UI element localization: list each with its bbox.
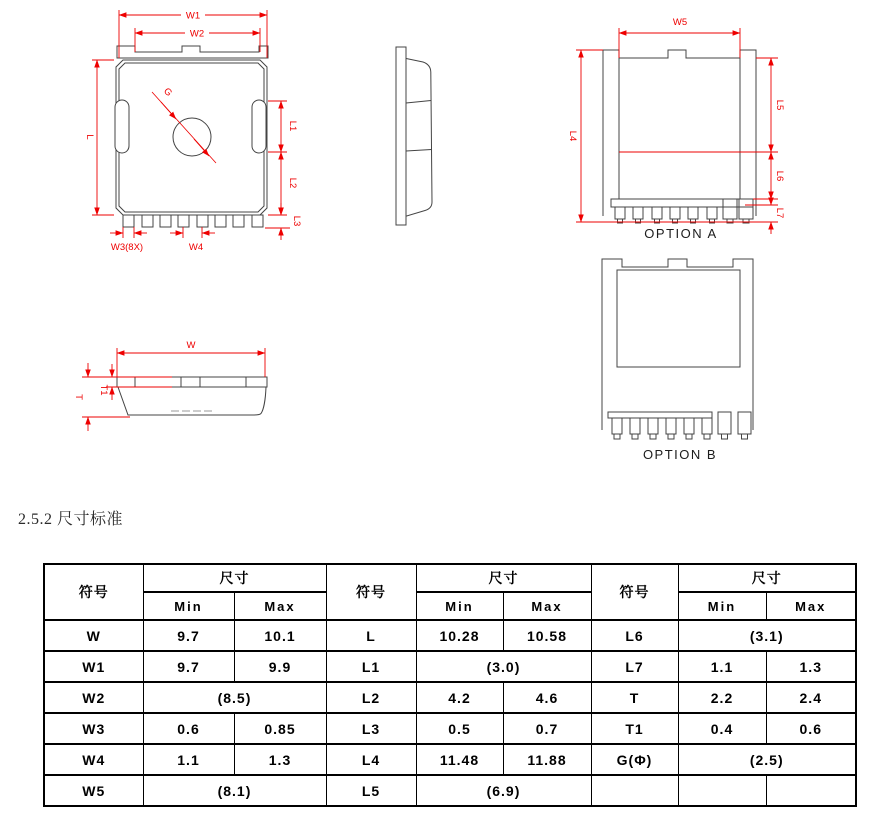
symbol-cell: W [44,620,143,651]
max-value-cell: 10.1 [234,620,326,651]
symbol-cell: T1 [591,713,678,744]
max-value-cell: 2.4 [766,682,856,713]
max-value-cell: 4.6 [503,682,591,713]
section-heading: 2.5.2 尺寸标准 [18,511,124,528]
merged-value-cell: (8.1) [143,775,326,806]
symbol-cell [591,775,678,806]
right-slot [252,100,266,153]
left-slot [115,100,129,153]
symbol-cell: G(Φ) [591,744,678,775]
header-symbol: 符号 [591,564,678,620]
dim-label-l: L [84,134,95,140]
option-a-label: OPTION A [644,226,718,241]
symbol-cell: W5 [44,775,143,806]
symbol-cell: W1 [44,651,143,682]
symbol-cell: T [591,682,678,713]
merged-value-cell: (2.5) [678,744,856,775]
min-value-cell: 1.1 [143,744,234,775]
header-max: Max [503,592,591,620]
dimensions-table-body [44,620,856,806]
table-row [44,744,856,775]
max-value-cell: 0.6 [766,713,856,744]
symbol-cell: L3 [326,713,416,744]
front-plate [117,377,267,387]
header-min: Min [678,592,766,620]
table-row [44,775,856,806]
front-body [118,387,266,415]
header-symbol: 符号 [326,564,416,620]
dim-label-l5: L5 [774,99,785,111]
top-cap-outline [117,46,268,58]
front-view-drawing [117,377,267,415]
dimensions-table [43,563,857,807]
dim-label-l2: L2 [287,177,298,189]
dim-label-g: G [161,85,175,99]
header-size: 尺寸 [143,564,326,592]
side-profile-drawing [396,47,432,225]
merged-value-cell: (3.0) [416,651,591,682]
max-value-cell: 0.85 [234,713,326,744]
max-value-cell: 0.7 [503,713,591,744]
option-a-dimensions [576,28,778,234]
top-view-pins [123,215,263,227]
option-b-pad [617,270,740,367]
header-max: Max [234,592,326,620]
dim-label-l6: L6 [774,170,785,182]
header-size: 尺寸 [416,564,591,592]
table-header-row-1 [44,564,856,592]
max-value-cell [766,775,856,806]
min-value-cell: 11.48 [416,744,503,775]
dim-label-w4: W4 [188,242,204,253]
table-row [44,713,856,744]
merged-value-cell: (8.5) [143,682,326,713]
table-row [44,620,856,651]
symbol-cell: L1 [326,651,416,682]
header-size: 尺寸 [678,564,856,592]
top-view-drawing [115,46,268,227]
min-value-cell: 10.28 [416,620,503,651]
min-value-cell: 0.6 [143,713,234,744]
min-value-cell: 9.7 [143,620,234,651]
symbol-cell: W2 [44,682,143,713]
option-b-drawing [602,259,753,439]
header-min: Min [416,592,503,620]
dim-label-w2: W2 [189,28,205,40]
merged-value-cell: (6.9) [416,775,591,806]
dimensions-table-header [44,564,856,620]
max-value-cell: 10.58 [503,620,591,651]
min-value-cell [678,775,766,806]
max-value-cell: 1.3 [234,744,326,775]
option-b-label: OPTION B [642,447,718,462]
dim-label-w3: W3(8X) [110,242,144,253]
symbol-cell: L4 [326,744,416,775]
min-value-cell: 9.7 [143,651,234,682]
max-value-cell: 9.9 [234,651,326,682]
symbol-cell: L5 [326,775,416,806]
table-row [44,651,856,682]
dim-label-w5: W5 [672,17,688,28]
min-value-cell: 0.4 [678,713,766,744]
header-max: Max [766,592,856,620]
gate-hole [173,118,211,156]
table-header-row-2 [44,592,856,620]
dim-label-t1: T1 [98,384,109,396]
option-a-pin-comb [611,199,753,223]
header-symbol: 符号 [44,564,143,620]
symbol-cell: W3 [44,713,143,744]
option-b-outline [602,259,753,430]
min-value-cell: 4.2 [416,682,503,713]
symbol-cell: W4 [44,744,143,775]
merged-value-cell: (3.1) [678,620,856,651]
max-value-cell: 11.88 [503,744,591,775]
side-tab [396,47,406,225]
dim-label-l3: L3 [291,215,302,227]
min-value-cell: 0.5 [416,713,503,744]
symbol-cell: L2 [326,682,416,713]
dim-label-t: T [73,394,84,400]
min-value-cell: 2.2 [678,682,766,713]
min-value-cell: 1.1 [678,651,766,682]
max-value-cell: 1.3 [766,651,856,682]
table-row [44,682,856,713]
symbol-cell: L6 [591,620,678,651]
symbol-cell: L [326,620,416,651]
option-b-pin-comb [608,412,751,439]
header-min: Min [143,592,234,620]
option-a-outline [603,50,756,216]
dim-label-l1: L1 [287,120,298,132]
dim-label-l7: L7 [774,207,785,219]
symbol-cell: L7 [591,651,678,682]
option-a-drawing [603,50,756,223]
dim-label-w1: W1 [185,10,201,22]
dim-label-w: W [186,340,196,351]
dim-label-l4: L4 [567,130,578,142]
